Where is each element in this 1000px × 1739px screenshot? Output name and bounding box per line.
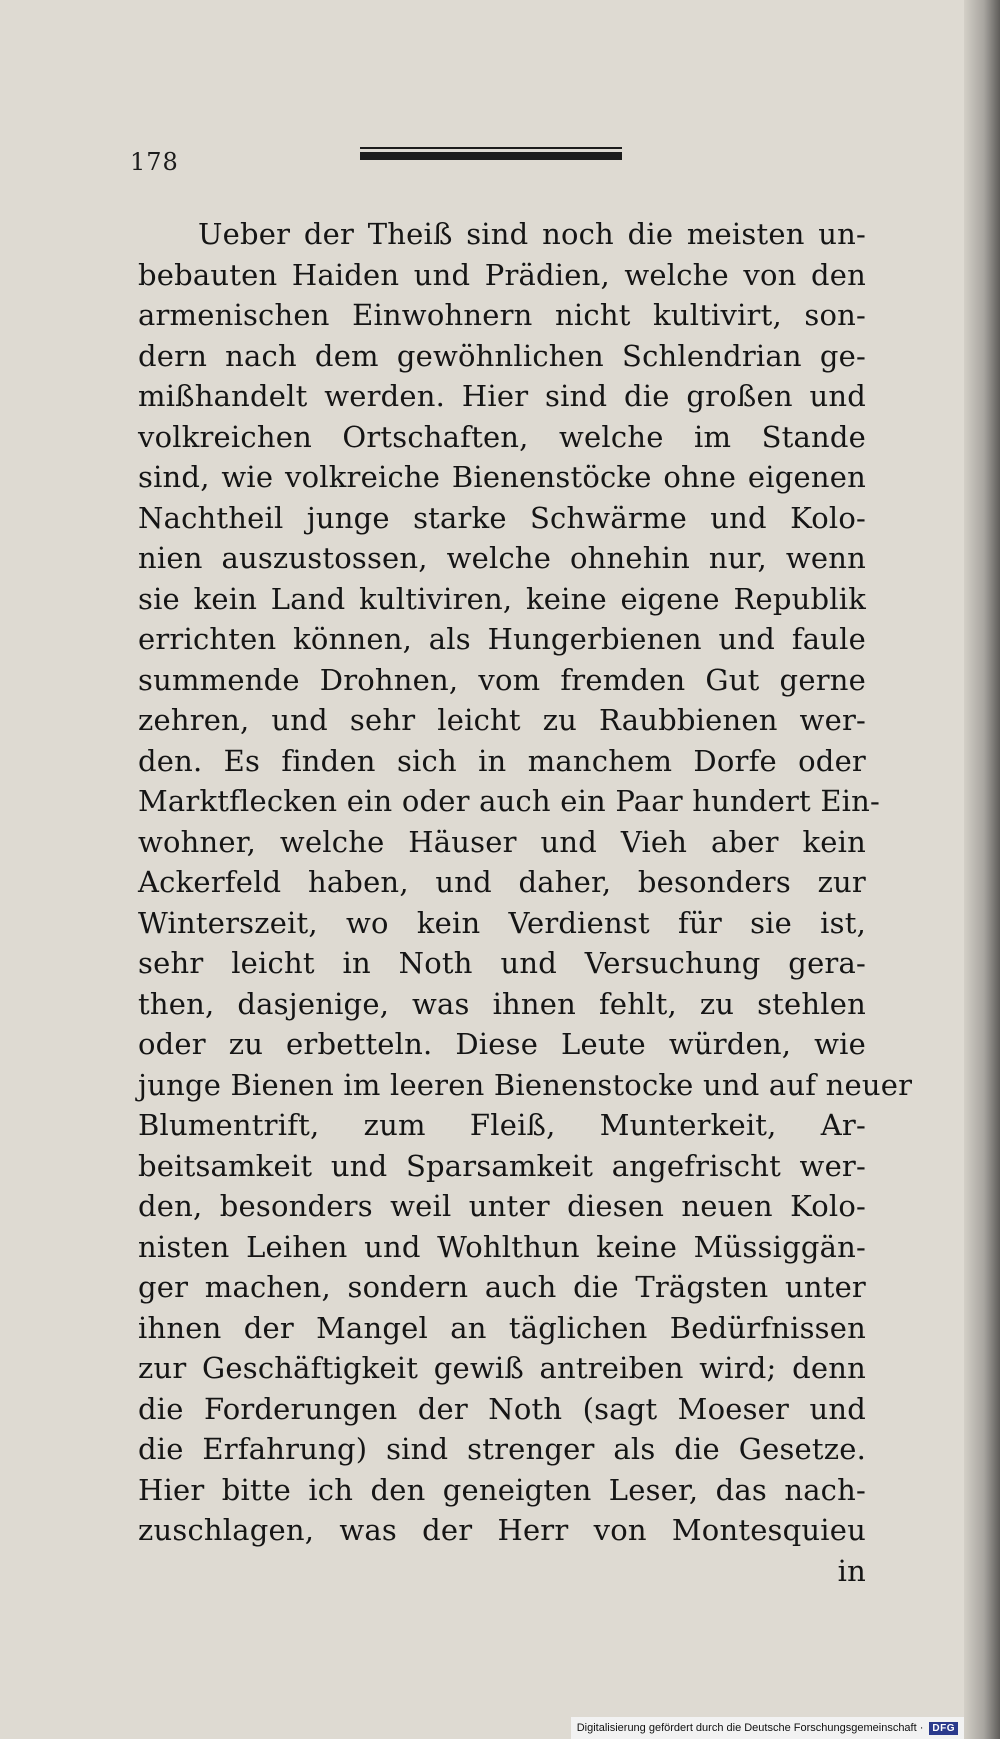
text-line: Ueber der Theiß sind noch die meisten un-	[198, 217, 866, 251]
text-line: zehren, und sehr leicht zu Raubbienen wer-	[138, 703, 866, 737]
page-number: 178	[130, 148, 179, 176]
text-line: sehr leicht in Noth und Versuchung gera-	[138, 946, 866, 980]
text-line: zuschlagen, was der Herr von Montesquieu	[138, 1513, 866, 1547]
text-line: Winterszeit, wo kein Verdienst für sie ist,	[138, 905, 866, 940]
catchword: in	[837, 1553, 866, 1588]
text-line: dern nach dem gewöhnlichen Schlendrian ge-	[138, 338, 866, 373]
text-line: Blumentrift, zum Fleiß, Munterkeit, Ar-	[138, 1108, 866, 1142]
text-line: sind, wie volkreiche Bienenstöcke ohne eigenen	[138, 460, 866, 494]
text-line: then, dasjenige, was ihnen fehlt, zu stehlen	[138, 986, 866, 1021]
body-text	[138, 214, 913, 1591]
text-line: summende Drohnen, vom fremden Gut gerne	[138, 662, 866, 697]
text-line: nisten Leihen und Wohlthun keine Müssiggän-	[138, 1229, 866, 1264]
text-line: nien auszustossen, welche ohnehin nur, wenn	[138, 541, 866, 575]
text-line: armenischen Einwohnern nicht kultivirt, son-	[138, 298, 866, 332]
text-line: die Erfahrung) sind strenger als die Gesetze.	[138, 1432, 866, 1466]
header-rule	[360, 147, 622, 161]
text-line: den, besonders weil unter diesen neuen Kolo-	[138, 1189, 866, 1223]
book-gutter-shadow	[964, 0, 1000, 1739]
text-line: mißhandelt werden. Hier sind die großen und	[138, 379, 866, 413]
text-line: junge Bienen im leeren Bienenstocke und auf neuer	[138, 1067, 913, 1102]
text-line: Marktflecken ein oder auch ein Paar hundert Ein-	[138, 784, 881, 818]
text-line: volkreichen Ortschaften, welche im Stande	[138, 419, 866, 454]
digitization-footer	[571, 1717, 964, 1739]
text-line: zur Geschäftigkeit gewiß antreiben wird; denn	[138, 1351, 866, 1385]
text-line: Nachtheil junge starke Schwärme und Kolo-	[138, 500, 866, 535]
header-rule-thick	[360, 152, 622, 160]
dfg-logo: DFG	[929, 1722, 958, 1735]
text-line: errichten können, als Hungerbienen und faule	[138, 622, 866, 656]
text-line: wohner, welche Häuser und Vieh aber kein	[138, 824, 866, 859]
text-line: ger machen, sondern auch die Trägsten unter	[138, 1270, 866, 1304]
text-line: den. Es finden sich in manchem Dorfe oder	[138, 743, 866, 778]
footer-credit: Digitalisierung gefördert durch die Deutsche Forschungsgemeinschaft ·	[576, 1722, 924, 1734]
text-line: bebauten Haiden und Prädien, welche von den	[138, 257, 866, 292]
header-rule-thin	[360, 147, 622, 149]
text-line: ihnen der Mangel an täglichen Bedürfnissen	[138, 1310, 866, 1345]
text-line: die Forderungen der Noth (sagt Moeser und	[138, 1391, 866, 1426]
text-line: sie kein Land kultiviren, keine eigene Republik	[138, 581, 866, 616]
text-line: beitsamkeit und Sparsamkeit angefrischt wer-	[138, 1148, 866, 1183]
text-line: Ackerfeld haben, und daher, besonders zur	[138, 865, 866, 899]
text-line: Hier bitte ich den geneigten Leser, das nach-	[138, 1472, 866, 1507]
text-line: oder zu erbetteln. Diese Leute würden, wie	[138, 1027, 866, 1061]
